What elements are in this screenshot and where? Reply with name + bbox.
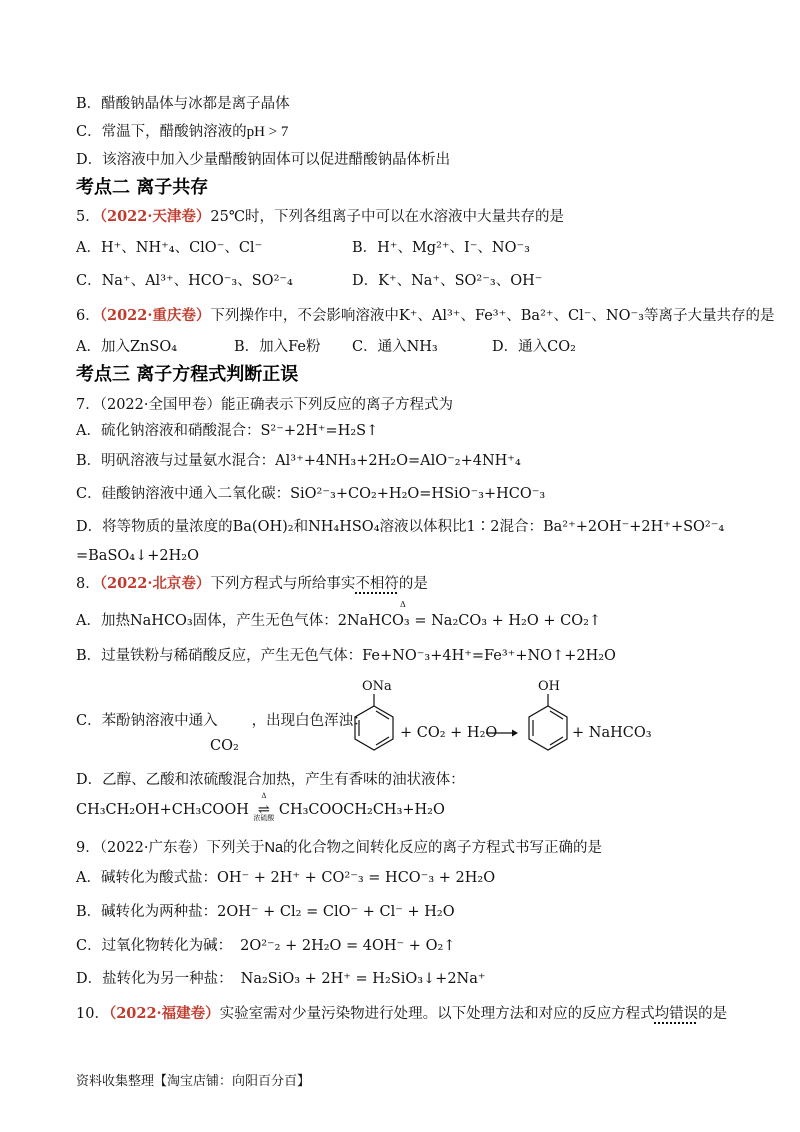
option-c-prev: C．常温下，醋酸钠溶液的pH > 7 <box>76 124 289 140</box>
option-d-prev: D．该溶液中加入少量醋酸钠固体可以促进醋酸钠晶体析出 <box>76 152 451 168</box>
q9-option-b: B．碱转化为两种盐：2OH⁻ + Cl₂ = ClO⁻ + Cl⁻ + H₂O <box>76 904 455 920</box>
q9-option-d: D．盐转化为另一种盐： Na₂SiO₃ + 2H⁺ = H₂SiO₃↓+2Na⁺ <box>76 971 486 987</box>
question-10-stem: 10．（2022·福建卷）实验室需对少量污染物进行处理。以下处理方法和对应的反应方程式均错误的是 <box>76 1005 728 1022</box>
q8-option-c-reactants: + CO₂ + H₂O <box>400 725 498 741</box>
q8-option-a: A．加热NaHCO₃固体，产生无色气体：2NaHCO₃ = Na₂CO₃ + H₂O + CO₂↑ <box>76 613 602 629</box>
phenol-structure-icon <box>522 676 574 760</box>
q9-option-a: A．碱转化为酸式盐：OH⁻ + 2H⁺ + CO²⁻₃ = HCO⁻₃ + 2H₂O <box>76 870 496 886</box>
reversible-arrow: Δ ⇌ 浓硫酸 <box>253 792 275 822</box>
q6-option-b: B．加入Fe粉 <box>234 339 321 355</box>
q7-option-d-line2: =BaSO₄↓+2H₂O <box>76 548 199 564</box>
q8-option-d: D．乙醇、乙酸和浓硫酸混合加热，产生有香味的油状液体： <box>76 772 465 788</box>
sodium-phenoxide-structure-icon <box>348 676 400 760</box>
section-heading-3: 考点三 离子方程式判断正误 <box>76 364 299 385</box>
q6-option-c: C．通入NH₃ <box>352 339 438 355</box>
q6-option-a: A．加入ZnSO₄ <box>76 339 178 355</box>
ona-label: ONa <box>362 679 392 694</box>
q6-option-d: D．通入CO₂ <box>492 339 576 355</box>
q8-option-c-co2: CO₂ <box>210 738 239 754</box>
question-8-stem: 8．（2022·北京卷）下列方程式与所给事实不相符的是 <box>76 575 428 592</box>
q5-option-d: D．K⁺、Na⁺、SO²⁻₃、OH⁻ <box>352 273 543 289</box>
q7-option-b: B．明矾溶液与过量氨水混合：Al³⁺+4NH₃+2H₂O=AlO⁻₂+4NH⁺₄ <box>76 453 521 469</box>
emphasis-dots: 不相符 <box>355 576 399 592</box>
question-5-source: （2022·天津卷） <box>99 208 211 225</box>
q9-option-c: C．过氧化物转化为碱： 2O²⁻₂ + 2H₂O = 4OH⁻ + O₂↑ <box>76 938 456 954</box>
q8-option-c-text: C．苯酚钠溶液中通入 ，出现白色浑浊： <box>76 713 368 729</box>
question-6-source: （2022·重庆卷） <box>99 307 211 324</box>
reaction-arrow-icon <box>486 728 518 738</box>
option-b-prev: B．醋酸钠晶体与冰都是离子晶体 <box>76 96 290 112</box>
question-7-stem: 7．（2022·全国甲卷）能正确表示下列反应的离子方程式为 <box>76 397 453 413</box>
question-9-stem: 9．（2022·广东卷）下列关于Na的化合物之间转化反应的离子方程式书写正确的是 <box>76 840 603 856</box>
oh-label: OH <box>538 679 560 694</box>
emphasis-dots: 均错误 <box>654 1006 699 1022</box>
q7-option-a: A．硫化钠溶液和硝酸混合：S²⁻+2H⁺=H₂S↑ <box>76 423 379 439</box>
q7-option-c: C．硅酸钠溶液中通入二氧化碳：SiO²⁻₃+CO₂+H₂O=HSiO⁻₃+HCO⁻₃ <box>76 486 546 502</box>
q5-option-b: B．H⁺、Mg²⁺、I⁻、NO⁻₃ <box>352 240 530 256</box>
q5-option-c: C．Na⁺、Al³⁺、HCO⁻₃、SO²⁻₄ <box>76 273 293 289</box>
section-heading-2: 考点二 离子共存 <box>76 177 209 198</box>
question-10-source: （2022·福建卷） <box>108 1005 220 1022</box>
question-6-stem: 6．（2022·重庆卷）下列操作中，不会影响溶液中K⁺、Al³⁺、Fe³⁺、Ba²⁺、Cl⁻、NO⁻₃等离子大量共存的是 <box>76 307 775 324</box>
page-footer: 资料收集整理【淘宝店铺：向阳百分百】 <box>76 1074 311 1089</box>
q8-option-d-equation: CH₃CH₂OH+CH₃COOH Δ ⇌ 浓硫酸 CH₃COOCH₂CH₃+H₂O <box>76 792 445 822</box>
q5-option-a: A．H⁺、NH⁺₄、ClO⁻、Cl⁻ <box>76 240 263 256</box>
ph-expression: pH > 7 <box>246 124 289 140</box>
q8-option-b: B．过量铁粉与稀硝酸反应，产生无色气体：Fe+NO⁻₃+4H⁺=Fe³⁺+NO↑+2H₂O <box>76 648 616 664</box>
heat-symbol-a: Δ <box>400 600 406 609</box>
question-8-source: （2022·北京卷） <box>99 575 211 592</box>
question-5-stem: 5．（2022·天津卷）25℃时，下列各组离子中可以在水溶液中大量共存的是 <box>76 208 565 225</box>
q8-option-c-products: + NaHCO₃ <box>572 725 652 741</box>
q7-option-d-line1: D．将等物质的量浓度的Ba(OH)₂和NH₄HSO₄溶液以体积比1∶2混合：Ba²⁺+2OH⁻+2H⁺+SO²⁻₄ <box>76 519 725 535</box>
